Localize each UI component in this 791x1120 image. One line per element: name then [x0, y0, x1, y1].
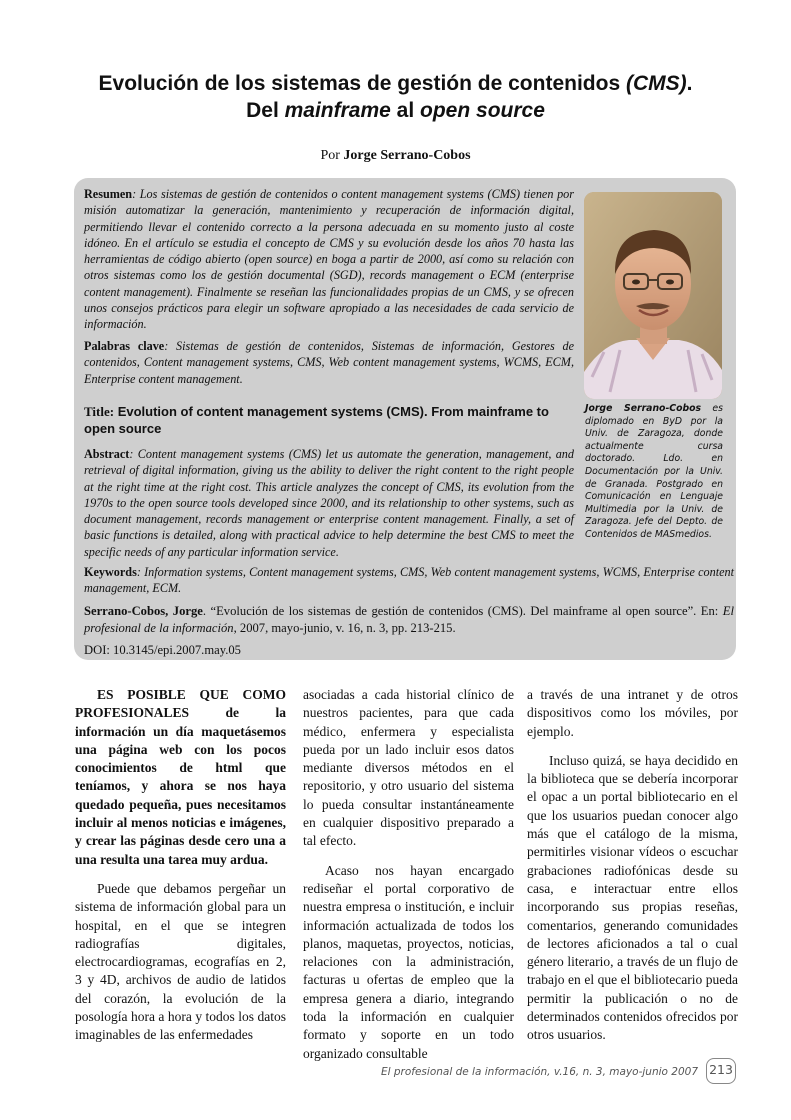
article-title	[40, 70, 751, 124]
doi: DOI: 10.3145/epi.2007.may.05	[84, 643, 241, 657]
author-photo	[584, 192, 722, 399]
title-italic-mainframe: mainframe	[284, 99, 391, 122]
lead-paragraph: ES POSIBLE QUE COMO PROFESIONALES de la información un día maquetásemos una página web con los pocos conocimientos de html que teníamos, y ahora se nos haya quedado pequeña, pues necesitamos incluir al menos noticias e imágenes, y crear las páginas desde cero una a una resulta una tarea muy ardua.	[75, 687, 286, 867]
title-period: .	[686, 72, 693, 95]
palabras-clave-label: Palabras clave	[84, 339, 165, 353]
byline	[0, 148, 791, 164]
abstract-text: : Content management systems (CMS) let us automate the generation, management, and retrieval of digital information, giving us the ability to deliver the right content to the right people at the right time at the right cost. This article analyzes the concept of CMS, its evolution from the 1970s to the open source tools developed since 2000, and its relationship to other systems, such as document management, records management or enterprise content management. Finally, a set of basic functions is detailed, along with practical advice to help determine the best CMS to meet the specific needs of any particular information service.	[84, 447, 574, 559]
title-text: Del	[246, 99, 285, 122]
title-line-2	[40, 97, 751, 124]
body-paragraph: asociadas a cada historial clínico de nuestros pacientes, para que cada médico, enfermera y especialista pueda por un lado incluir esos datos mediante diversos métodos en el repositorio, y otro usuario del sistema lo pueda consultar instantáneamente en cualquier dispositivo preparado a tal efecto.	[303, 687, 514, 849]
resumen-paragraph	[84, 186, 574, 333]
palabras-clave-paragraph	[84, 338, 574, 387]
citation-journal: El profesional de la información	[84, 604, 734, 635]
keywords-label: Keywords	[84, 565, 137, 579]
bio-author-name: Jorge Serrano-Cobos	[585, 403, 702, 414]
citation-title: . “Evolución de los sistemas de gestión de contenidos (CMS). Del mainframe al open source”. En:	[202, 604, 723, 618]
english-title-text: Evolution of content management systems (CMS). From mainframe to open source	[84, 404, 549, 436]
title-text: Evolución de los sistemas de gestión de contenidos	[98, 72, 626, 95]
abstract-label: Abstract	[84, 447, 130, 461]
keywords-paragraph	[84, 564, 734, 597]
keywords-text: : Information systems, Content management systems, CMS, Web content management systems, WCMS, Enterprise content management, ECM.	[84, 565, 734, 596]
body-paragraph: Incluso quizá, se haya decidido en la biblioteca que se debería incorporar el opac a un portal bibliotecario en el que los usuarios puedan conocer algo más que el catálogo de la misma, permitirles visionar vídeos o escuchar grabaciones radiofónicas desde su casa, e interactuar entre ellos incorporando sus propias reseñas, comentarios, generando comunidades de lectores aficionados a tal o cual género literario, a través de un flujo de trabajo en el que el bibliotecario pueda permitir la publicación o no de determinados contenidos ofrecidos por otros usuarios.	[527, 752, 738, 1043]
resumen-text: : Los sistemas de gestión de contenidos o content management systems (CMS) tienen por misión automatizar la generación, mantenimiento y recuperación de información digital, permitiendo llevar el contenido correcto a la persona adecuada en su momento justo al coste idóneo. En el artículo se estudia el concepto de CMS y su evolución desde los años 70 hasta las herramientas de código abierto (open source) en boga a partir de 2000, así como su relación con otros sistemas como los de gestión documental (SGD), records management o ECM (enterprise content management). Finalmente se reseñan las funcionalidades propias de un CMS, y se ofrecen unos consejos prácticos para elegir un software apropiado a las necesidades de cada servicio de información.	[84, 187, 574, 332]
author-bio	[585, 403, 723, 542]
citation	[84, 603, 734, 637]
title-italic-open-source: open source	[420, 99, 545, 122]
author-portrait-image	[584, 192, 722, 399]
body-paragraph: Puede que debamos pergeñar un sistema de información global para un hospital, en el que se integren radiografías digitales, electrocardiogramas, ecografías en 2, 3 y 4D, archivos de audio de latidos del corazón, la evolución de la posología hora a hora y todos los datos imaginables de las enfermedades	[75, 880, 286, 1043]
english-title	[84, 403, 572, 437]
byline-prefix: Por	[320, 148, 344, 163]
running-footer: El profesional de la información, v.16, n. 3, mayo-junio 2007	[380, 1066, 698, 1078]
body-paragraph: a través de una intranet y de otros dispositivos como los móviles, por ejemplo.	[527, 687, 738, 739]
title-text: al	[390, 99, 421, 122]
palabras-clave-text: : Sistemas de gestión de contenidos, Sistemas de información, Gestores de contenidos, Content management systems, CMS, Web content management systems, WCMS, ECM, Enterprise content management.	[84, 339, 574, 386]
title-italic-cms: (CMS)	[625, 72, 687, 95]
author-name: Jorge Serrano-Cobos	[343, 148, 471, 163]
title-line-1	[40, 70, 751, 97]
citation-author: Serrano-Cobos, Jorge	[84, 604, 203, 618]
page-number: 213	[706, 1058, 736, 1084]
abstract-paragraph	[84, 446, 574, 560]
resumen-label: Resumen	[84, 187, 133, 201]
body-column-1	[75, 686, 286, 1056]
body-column-3	[527, 686, 738, 1056]
bio-text: es diplomado en ByD por la Univ. de Zaragoza, donde actualmente cursa doctorado. Ldo. en Documentación por la Univ. de Granada. Postgrado en Comunicación en Lenguaje Multimedia por la Univ. de Zaragoza. Jefe del Depto. de Contenidos de MASmedios.	[585, 403, 723, 540]
english-title-label: Title:	[84, 404, 115, 419]
citation-details: , 2007, mayo-junio, v. 16, n. 3, pp. 213-215.	[233, 621, 456, 635]
body-paragraph: Acaso nos hayan encargado rediseñar el portal corporativo de nuestra empresa o institución, e incluir información actualizada de todos los planos, maquetas, proyectos, noticias, relaciones con la administración, facturas u ofertas de empleo que la empresa genera a diario, integrando toda la información en cualquier formato y soporte en un todo organizado consultable	[303, 862, 514, 1061]
body-column-2	[303, 686, 514, 1074]
